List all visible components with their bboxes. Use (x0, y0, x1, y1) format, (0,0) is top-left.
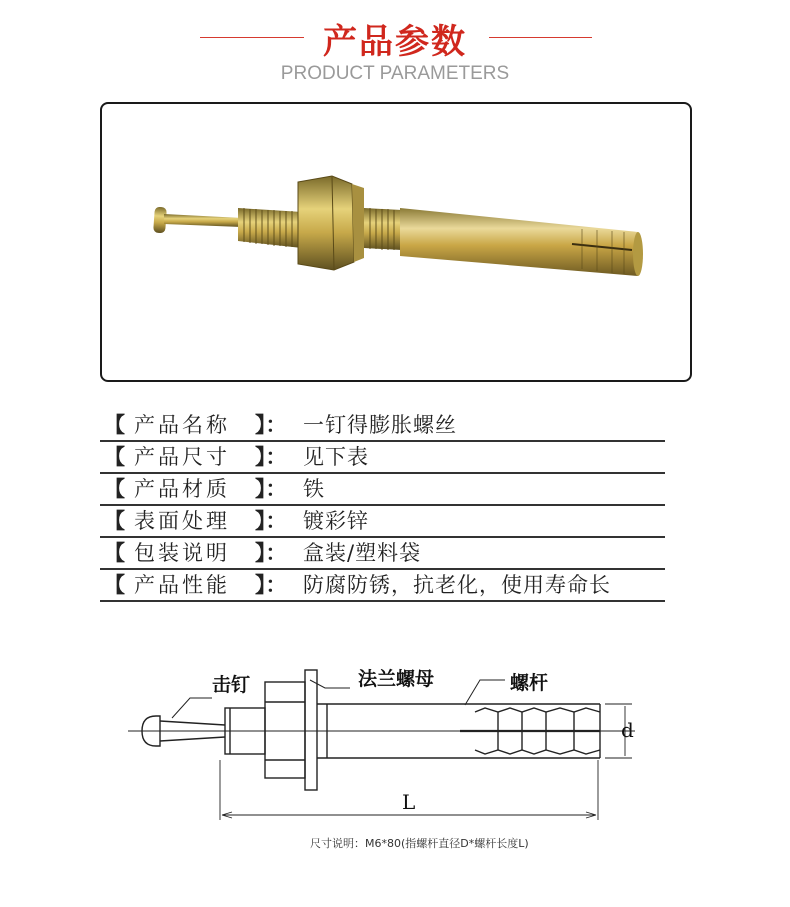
label-rod: 螺杆 (510, 672, 549, 694)
header-divider-right (489, 37, 592, 38)
spec-row (100, 506, 665, 538)
bracket-right: 】： (255, 573, 287, 597)
spec-row (100, 442, 665, 474)
label-flange-nut: 法兰螺母 (358, 668, 435, 690)
spec-row (100, 474, 665, 506)
label-diameter: d (621, 718, 634, 742)
bracket-right: 】： (255, 477, 287, 501)
page-subtitle: PRODUCT PARAMETERS (280, 63, 510, 84)
label-nail: 击钉 (212, 674, 251, 696)
header (0, 0, 790, 95)
spec-row (100, 570, 665, 602)
spec-value: 盒装/塑料袋 (303, 541, 422, 565)
spec-label: 产品名称 (134, 413, 230, 437)
bracket-right: 】： (255, 541, 287, 565)
label-length: L (402, 790, 416, 814)
spec-value: 一钉得膨胀螺丝 (303, 413, 457, 437)
spec-value: 铁 (303, 477, 325, 501)
bracket-left: 【 (104, 509, 125, 533)
spec-row (100, 538, 665, 570)
product-photo-frame (100, 102, 692, 382)
bracket-left: 【 (104, 541, 125, 565)
page-title: 产品参数 (323, 22, 467, 62)
product-photo (102, 104, 690, 380)
spec-label: 产品性能 (134, 573, 230, 597)
bracket-left: 【 (104, 445, 125, 469)
spec-label: 产品材质 (134, 477, 230, 501)
bracket-right: 】： (255, 445, 287, 469)
spec-value: 镀彩锌 (303, 509, 369, 533)
bracket-right: 】： (255, 509, 287, 533)
bracket-left: 【 (104, 477, 125, 501)
spec-table (100, 410, 665, 602)
spec-row (100, 410, 665, 442)
technical-diagram (120, 650, 680, 860)
size-caption: 尺寸说明：M6*80(指螺杆直径D*螺杆长度L) (310, 837, 529, 850)
bracket-right: 】： (255, 413, 287, 437)
bracket-left: 【 (104, 413, 125, 437)
spec-label: 产品尺寸 (134, 445, 230, 469)
spec-value: 防腐防锈，抗老化，使用寿命长 (303, 573, 611, 597)
spec-value: 见下表 (303, 445, 369, 469)
spec-label: 表面处理 (134, 509, 230, 533)
bracket-left: 【 (104, 573, 125, 597)
spec-label: 包装说明 (134, 541, 230, 565)
